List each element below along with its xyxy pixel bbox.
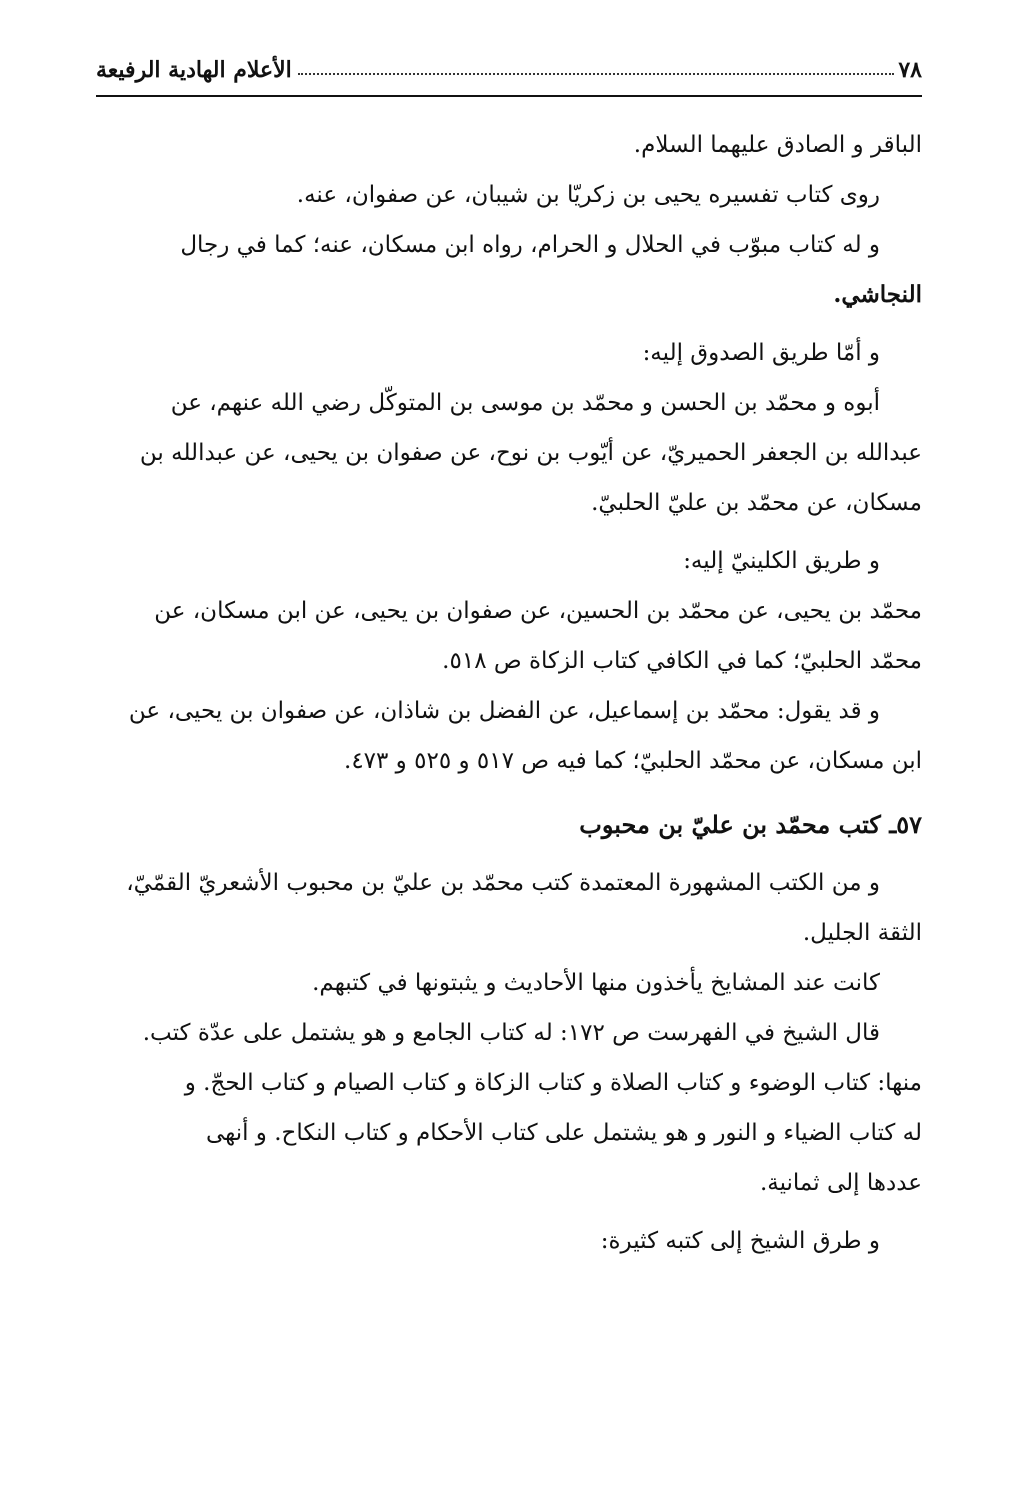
book-page [96,0,922,1506]
text-line: له كتاب الضياء و النور و هو يشتمل على كتاب الأحكام و كتاب النكاح. و أنهى [205,1120,922,1146]
text-line: كانت عند المشايخ يأخذون منها الأحاديث و يثبتونها في كتبهم. [312,970,880,996]
text-line: قال الشيخ في الفهرست ص ١٧٢: له كتاب الجامع و هو يشتمل على عدّة كتب. [142,1020,880,1046]
text-line: محمّد بن يحيى، عن محمّد بن الحسين، عن صفوان بن يحيى، عن ابن مسكان، عن [154,598,922,624]
text-line: مسكان، عن محمّد بن عليّ الحلبيّ. [591,490,922,516]
header-rule [96,95,922,97]
text-line: الثقة الجليل. [802,920,922,946]
text-line: النجاشي. [833,281,922,308]
leader-dots [298,73,895,75]
text-line: و طرق الشيخ إلى كتبه كثيرة: [600,1228,880,1254]
text-line: و قد يقول: محمّد بن إسماعيل، عن الفضل بن شاذان، عن صفوان بن يحيى، عن [128,698,880,724]
text-line: و طريق الكلينيّ إليه: [683,548,880,574]
text-line: ابن مسكان، عن محمّد الحلبيّ؛ كما فيه ص ٥١٧ و ٥٢٥ و ٤٧٣. [344,748,922,774]
text-line: روى كتاب تفسيره يحيى بن زكريّا بن شيبان، عن صفوان، عنه. [296,182,880,208]
text-line: و أمّا طريق الصدوق إليه: [642,340,880,366]
text-line: الباقر و الصادق عليهما السلام. [633,132,922,158]
section-heading: ٥٧ـ كتب محمّد بن عليّ بن محبوب [579,810,922,839]
text-line: منها: كتاب الوضوء و كتاب الصلاة و كتاب الزكاة و كتاب الصيام و كتاب الحجّ. و [184,1070,922,1096]
running-header [96,50,922,90]
running-title: الأعلام الهادية الرفيعة [96,57,292,83]
page-number: ٧٨ [898,57,922,83]
page-body [96,120,922,1266]
text-line: عددها إلى ثمانية. [759,1170,922,1196]
text-line: محمّد الحلبيّ؛ كما في الكافي كتاب الزكاة ص ٥١٨. [442,648,922,674]
text-line: و له كتاب مبوّب في الحلال و الحرام، رواه ابن مسكان، عنه؛ كما في رجال [180,232,880,258]
text-line: و من الكتب المشهورة المعتمدة كتب محمّد بن عليّ بن محبوب الأشعريّ القمّيّ، [126,870,880,896]
text-line: أبوه و محمّد بن الحسن و محمّد بن موسى بن المتوكّل رضي الله عنهم، عن [170,390,880,416]
text-line: عبدالله بن الجعفر الحميريّ، عن أيّوب بن نوح، عن صفوان بن يحيى، عن عبدالله بن [139,440,922,466]
